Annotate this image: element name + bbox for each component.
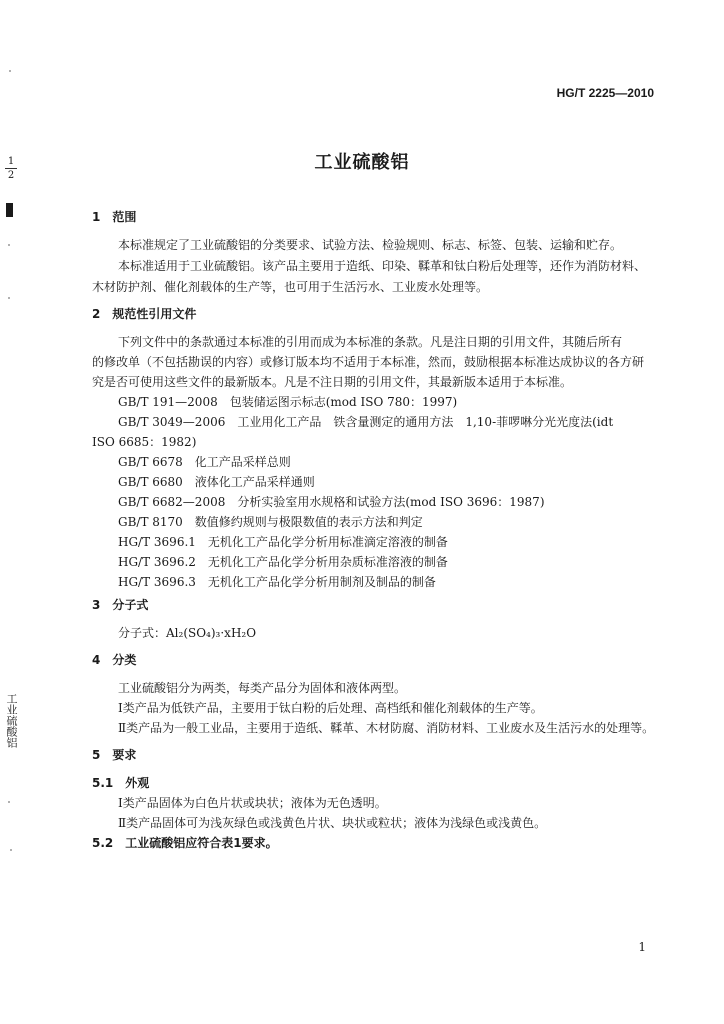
section-4-heading: 4 分类 [92,653,137,667]
reference-item: HG/T 3696.3 无机化工产品化学分析用制剂及制品的制备 [118,575,436,589]
reference-item: GB/T 6680 液体化工产品采样通则 [118,475,315,489]
scan-speck [8,297,10,299]
section-2-paragraph: 下列文件中的条款通过本标准的引用而成为本标准的条款。凡是注日期的引用文件，其随后所有 [118,335,623,349]
margin-black-marker [6,203,13,217]
section-4-paragraph: 工业硫酸铝分为两类，每类产品分为固体和液体两型。 [118,681,407,695]
molecular-formula: 分子式：Al₂(SO₄)₃·xH₂O [118,626,257,640]
section-2-paragraph: 的修改单（不包括勘误的内容）或修订版本均不适用于本标准，然而，鼓励根据本标准达成协议的各方研 [92,355,645,369]
reference-item: HG/T 3696.2 无机化工产品化学分析用杂质标准溶液的制备 [118,555,448,569]
scan-speck [9,70,11,72]
scan-speck [10,849,12,851]
section-1-paragraph: 本标准适用于工业硫酸铝。该产品主要用于造纸、印染、鞣革和钛白粉后处理等，还作为消防材料、 [118,259,647,273]
reference-item: GB/T 6678 化工产品采样总则 [118,455,291,469]
standard-code: HG/T 2225—2010 [556,86,654,100]
section-2-paragraph: 究是否可使用这些文件的最新版本。凡是不注日期的引用文件，其最新版本适用于本标准。 [92,375,573,389]
section-5-2-line: 5.2 工业硫酸铝应符合表1要求。 [92,836,278,850]
section-5-heading: 5 要求 [92,748,137,762]
scan-speck [8,801,10,803]
fraction-denominator: 2 [7,170,15,181]
reference-item: ISO 6685：1982) [92,435,197,449]
reference-item: GB/T 191—2008 包装储运图示标志(mod ISO 780：1997) [118,395,458,409]
section-1-paragraph: 本标准规定了工业硫酸铝的分类要求、试验方法、检验规则、标志、标签、包装、运输和贮存。 [118,238,623,252]
section-5-1-paragraph: Ⅱ类产品固体可为浅灰绿色或浅黄色片状、块状或粒状；液体为浅绿色或浅黄色。 [118,816,547,830]
section-4-paragraph: Ⅱ类产品为一般工业品，主要用于造纸、鞣革、木材防腐、消防材料、工业废水及生活污水的处理等。 [118,721,655,735]
reference-item: GB/T 3049—2006 工业用化工产品 铁含量测定的通用方法 1,10-菲啰啉分光光度法(idt [118,415,614,429]
section-5-1-heading: 5.1 外观 [92,776,150,790]
page-number: 1 [638,940,646,954]
reference-item: HG/T 3696.1 无机化工产品化学分析用标准滴定溶液的制备 [118,535,448,549]
section-5-1-paragraph: Ⅰ类产品固体为白色片状或块状；液体为无色透明。 [118,796,387,810]
document-title: 工业硫酸铝 [314,152,410,173]
margin-side-title: 工业硫酸铝 [5,693,18,748]
section-1-heading: 1 范围 [92,210,137,224]
scan-speck [8,244,10,246]
section-1-paragraph: 木材防护剂、催化剂载体的生产等，也可用于生活污水、工业废水处理等。 [92,280,489,294]
fraction-numerator: 1 [7,156,15,167]
section-2-heading: 2 规范性引用文件 [92,307,197,321]
reference-item: GB/T 8170 数值修约规则与极限数值的表示方法和判定 [118,515,423,529]
section-4-paragraph: Ⅰ类产品为低铁产品，主要用于钛白粉的后处理、高档纸和催化剂载体的生产等。 [118,701,543,715]
section-3-heading: 3 分子式 [92,598,149,612]
reference-item: GB/T 6682—2008 分析实验室用水规格和试验方法(mod ISO 3696：1987) [118,495,545,509]
